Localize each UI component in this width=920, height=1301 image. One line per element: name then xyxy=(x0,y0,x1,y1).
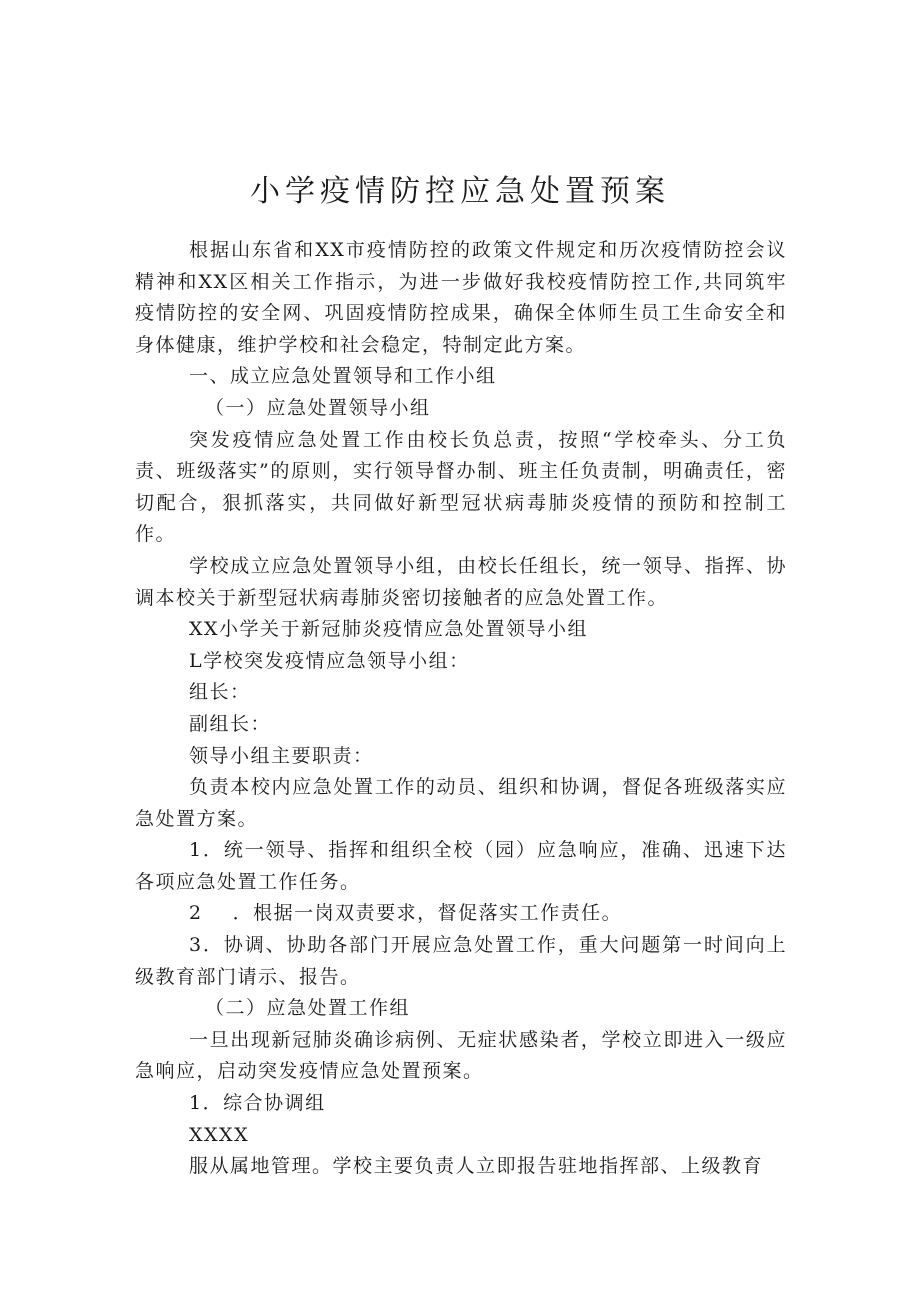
list-item-2-number: 2 xyxy=(189,902,203,925)
paragraph-emergency-response: 一旦出现新冠肺炎确诊病例、无症状感染者，学校立即进入一级应急响应，启动突发疫情应急处置预案。 xyxy=(135,1028,787,1083)
document-body xyxy=(135,235,787,1183)
paragraph-group-name: XX小学关于新冠肺炎疫情应急处置领导小组 xyxy=(189,618,589,641)
paragraph-responsibility: 突发疫情应急处置工作由校长负总责，按照“学校牵头、分工负责、班级落实”的原则，实行领导督办制、班主任负责制，明确责任，密切配合，狠抓落实，共同做好新型冠状病毒肺炎疫情的预防和控制工作。 xyxy=(135,428,787,546)
paragraph-placeholder: XXXX xyxy=(189,1123,250,1146)
paragraph-duties: 负责本校内应急处置工作的动员、组织和协调，督促各班级落实应急处置方案。 xyxy=(135,776,787,830)
list-item-2 xyxy=(135,898,787,930)
list-item-2-text: ．根据一岗双责要求，督促落实工作责任。 xyxy=(232,902,623,925)
list-item-1: 1．统一领导、指挥和组织全校（园）应急响应，准确、迅速下达各项应急处置工作任务。 xyxy=(135,839,787,893)
subsection-heading-leadership: （一）应急处置领导小组 xyxy=(205,396,431,419)
paragraph-leader: 组长： xyxy=(189,681,251,704)
list-item-3: 3．协调、协助各部门开展应急处置工作，重大问题第一时间向上级教育部门请示、报告。 xyxy=(135,934,787,988)
paragraph-group-label: L学校突发疫情应急领导小组： xyxy=(189,649,470,672)
paragraph-coordination-group: 1．综合协调组 xyxy=(189,1092,326,1115)
subsection-heading-workgroup: （二）应急处置工作组 xyxy=(205,997,411,1020)
section-heading-1: 一、成立应急处置领导和工作小组 xyxy=(189,365,497,388)
paragraph-intro: 根据山东省和XX市疫情防控的政策文件规定和历次疫情防控会议精神和XX区相关工作指示，为进一步做好我校疫情防控工作,共同筑牢疫情防控的安全网、巩固疫情防控成果，确保全体师生员工生命安全和身体健康，维护学校和社会稳定，特制定此方案。 xyxy=(135,239,787,356)
paragraph-local-management: 服从属地管理。学校主要负责人立即报告驻地指挥部、上级教育 xyxy=(189,1155,764,1178)
paragraph-deputy-leader: 副组长： xyxy=(189,712,272,735)
paragraph-duties-heading: 领导小组主要职责： xyxy=(189,744,374,767)
paragraph-leadership-group: 学校成立应急处置领导小组，由校长任组长，统一领导、指挥、协调本校关于新型冠状病毒肺炎密切接触者的应急处置工作。 xyxy=(135,554,787,609)
document-title: 小学疫情防控应急处置预案 xyxy=(250,174,670,209)
